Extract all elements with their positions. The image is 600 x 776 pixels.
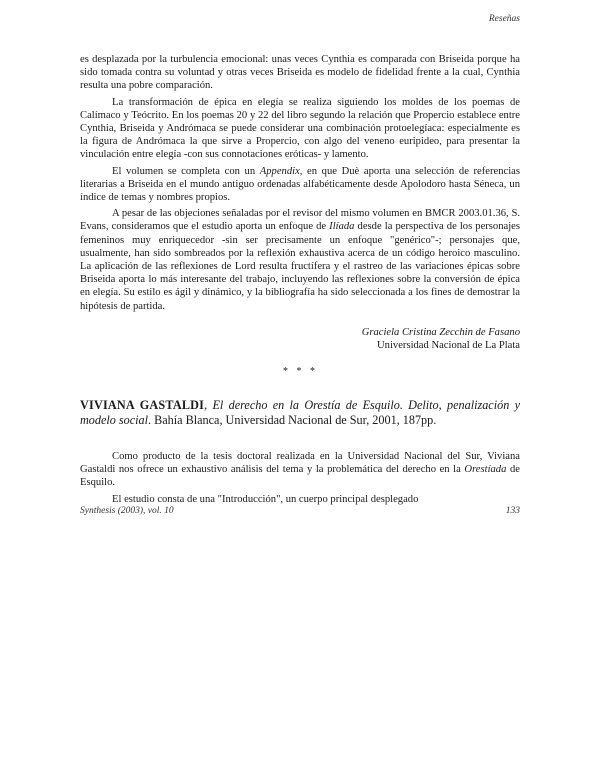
paragraph-appendix-text-before: El volumen se completa con un [112,165,260,177]
journal-citation: Synthesis (2003), vol. 10 [80,506,174,516]
text-column [80,53,520,509]
review-paragraph-intro-text-before: Como producto de la tesis doctoral realizada en la Universidad Nacional del Sur, Viviana Gastaldi nos ofrece un exhaustivo análisis del tema y la problemática del derecho en la [80,451,520,476]
paragraph-continuation: es desplazada por la turbulencia emocional: unas veces Cynthia es comparada con Briseida porque ha sido tomada contra su voluntad y otras veces Briseida es modelo de fidelidad frente a la cual, Cynthia resulta una pobre comparación. [80,54,520,92]
review-heading [80,398,520,428]
reviewer-institution: Universidad Nacional de La Plata [377,339,520,351]
review-paragraph-intro-text-after: de Esquilo. [80,464,520,489]
book-author: VIVIANA GASTALDI [80,398,205,413]
appendix-term: Appendix [259,165,300,177]
paragraph-elegy-transformation: La transformación de épica en elegía se realiza siguiendo los moldes de los poemas de Calímaco y Teócrito. En los poemas 20 y 22 del libro segundo la relación que Propercio establece entre Cynthia, Briseida y Andrómaca se puede considerar una combinación protoelegíaca: especialmente es la figura de Andrómaca la que sirve a Propercio, con algo del veneno euripideo, para presentar la vinculación entre elegía -con sus connotaciones eróticas- y lamento. [80,96,520,161]
page-number: 133 [505,506,520,516]
paragraph-assessment [80,207,520,313]
page-footer [80,506,520,516]
book-publication: . Bahía Blanca, Universidad Nacional de Sur, 2001, 187pp. [148,413,437,428]
iliad-title: Ilíada [329,221,355,233]
section-separator: * * * [282,365,318,377]
heading-comma: , [204,398,213,413]
oresteia-title: Orestíada [464,464,507,476]
reviewer-name: Graciela Cristina Zecchin de Fasano [361,326,520,338]
review-paragraph-structure: El estudio consta de una "Introducción", un cuerpo principal desplegado [112,493,419,505]
paragraph-appendix [80,165,520,205]
review-paragraph-intro [80,450,520,490]
running-head: Reseñas [488,14,520,24]
reviewer-signature [80,326,520,352]
book-title: El derecho en la Orestía de Esquilo. Delito, penalización y modelo social [80,398,521,428]
paragraph-appendix-text-after: , en que Duè aporta una selección de referencias literarias a Briseida en el mundo antiguo ordenadas alfabéticamente desde Apolodoro hasta Séneca, un índice de temas y nombres propios. [80,165,520,204]
paragraph-assessment-text-before: A pesar de las objeciones señaladas por el revisor del mismo volumen en BMCR 2003.01.36, S. Evans, consideramos que el estudio aporta un enfoque de [80,208,520,233]
paragraph-assessment-text-after: desde la perspectiva de los personajes femeninos muy enriquecedor -sin ser precisamente un enfoque "genérico"-; personajes que, usualmente, han sido sombreados por la reflexión exhaustiva acerca de un código heroico masculino. La aplicación de las reflexiones de Lord resulta fructífera y el rastreo de las variaciones épicas sobre Briseida aporta lo más interesante del trabajo, incluyendo las reflexiones sobre la conversión de épica en elegía. Su estilo es ágil y dinámico, y la bibliografía ha sido seleccionada a los fines de demostrar la hipótesis de partida. [80,221,520,312]
